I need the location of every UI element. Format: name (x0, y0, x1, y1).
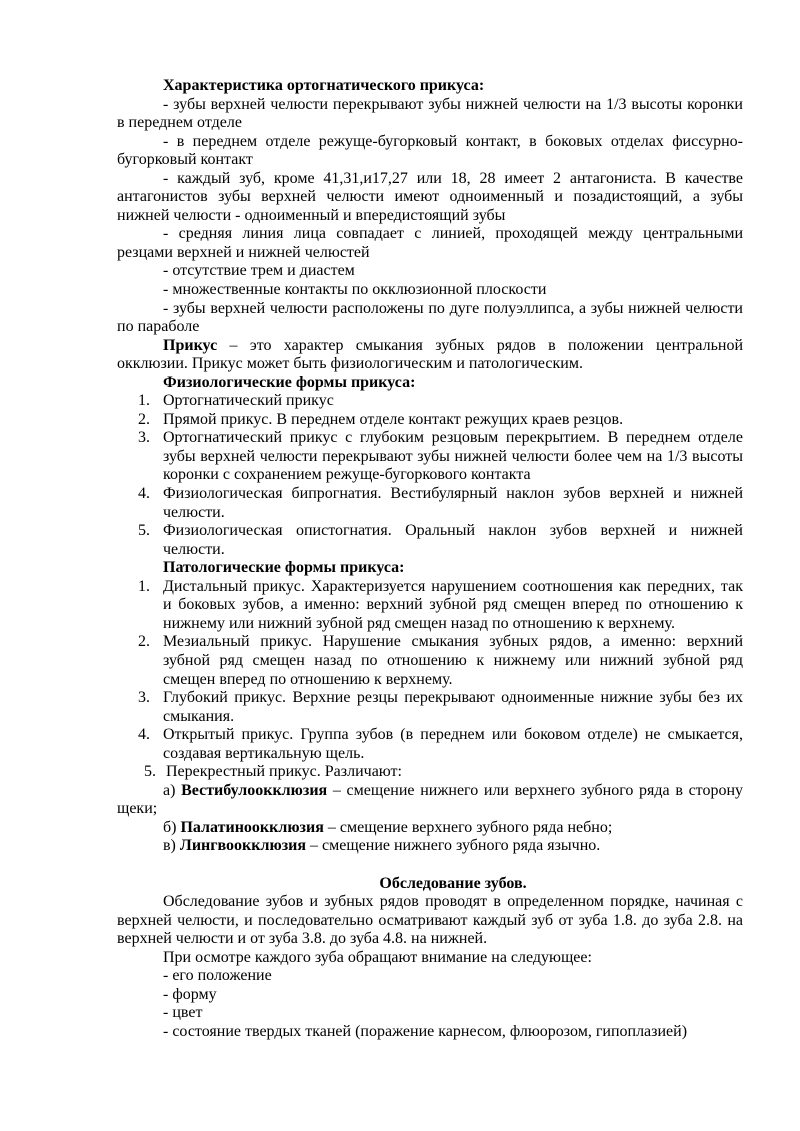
physiological-form-item (117, 392, 743, 411)
list-number: 2. (138, 410, 150, 428)
list-item-text: Прямой прикус. В переднем отделе контакт режущих краев резцов. (163, 410, 624, 428)
list-item-text: челюсти. (163, 540, 225, 558)
list-item-text: и боковых зубов, а именно: верхний зубной ряд смещен вперед по отношению к (163, 596, 743, 614)
section-heading-orthognathic: Характеристика ортогнатического прикуса: (163, 77, 485, 94)
crossbite-text: – смещение нижнего зубного ряда язычно. (310, 837, 601, 855)
feature-line: в переднем отделе (117, 114, 242, 132)
feature-line: - отсутствие трем и диастем (163, 262, 355, 280)
intro-line: верхней челюсти и от зуба 3.8. до зуба 4.8. на нижней. (117, 930, 488, 948)
list-item-text: Физиологическая бипрогнатия. Вестибулярный наклон зубов верхней и нижней (163, 485, 743, 503)
criterion-item: - состояние твердых тканей (поражение карнесом, флюорозом, гипоплазией) (163, 1022, 688, 1040)
pathological-form-item (117, 578, 743, 634)
crossbite-prefix: б) (163, 818, 177, 836)
pathological-form-item (117, 763, 743, 782)
list-item-line (117, 596, 743, 615)
list-item-line (117, 411, 743, 430)
bite-term: Прикус (163, 336, 218, 354)
list-item-line (117, 726, 743, 745)
intro-line: верхней челюсти, и последовательно осматривают каждый зуб от зуба 1.8. до зуба 2.8. на (117, 911, 743, 929)
list-item-text: смыкания. (163, 707, 235, 725)
list-item-line (117, 578, 743, 597)
section-heading-pathological: Патологические формы прикуса: (163, 559, 405, 577)
list-item-text: зубной ряд смещен назад по отношению к нижнему или нижний зубной ряд (163, 651, 743, 669)
list-item-text: коронки с сохранением режуще-бугоркового контакта (163, 466, 531, 484)
list-item-text: Перекрестный прикус. Различают: (166, 763, 402, 781)
crossbite-term: Лингвоокклюзия (179, 837, 306, 855)
list-item-line (117, 671, 743, 690)
list-number: 1. (138, 577, 150, 595)
feature-line: - средняя линия лица совпадает с линией, проходящей между центральными (163, 225, 743, 243)
list-number: 1. (138, 392, 150, 410)
feature-line: по параболе (117, 318, 200, 336)
examination-intro (117, 893, 743, 949)
list-item-text: Мезиальный прикус. Нарушение смыкания зубных рядов, а именно: верхний (163, 633, 743, 651)
crossbite-line (117, 819, 743, 838)
orthognathic-feature (117, 170, 743, 226)
list-item-text: Открытый прикус. Группа зубов (в переднем или боковом отделе) не смыкается, (163, 726, 743, 744)
crossbite-type (117, 782, 743, 819)
list-item-text: Глубокий прикус. Верхние резцы перекрывают одноименные нижние зубы без их (163, 689, 743, 707)
section-heading-physiological: Физиологические формы прикуса: (163, 373, 416, 391)
feature-line: резцами верхней и нижней челюстей (117, 243, 370, 261)
feature-line: - зубы верхней челюсти перекрывают зубы нижней челюсти на 1/3 высоты коронки (163, 95, 743, 113)
list-item-line (117, 708, 743, 727)
crossbite-text: щеки; (117, 800, 158, 818)
list-number: 5. (144, 763, 156, 781)
list-item-line (117, 763, 743, 782)
section-heading-examination: Обследование зубов. (379, 874, 527, 892)
list-number: 2. (138, 633, 150, 651)
list-number: 4. (138, 726, 150, 744)
feature-line: антагонистов зубы верхней челюсти имеют одноименный и позадистоящий, а зубы (117, 188, 743, 206)
feature-line: - зубы верхней челюсти расположены по дуге полуэллипса, а зубы нижней челюсти (163, 299, 743, 317)
physiological-form-item (117, 411, 743, 430)
list-number: 3. (138, 689, 150, 707)
feature-line: - в переднем отделе режуще-бугорковый контакт, в боковых отделах фиссурно- (163, 132, 743, 150)
list-item-line (117, 466, 743, 485)
list-item-line (117, 745, 743, 764)
definition-line (117, 337, 743, 356)
physiological-form-item (117, 522, 743, 559)
list-item-line (117, 615, 743, 634)
definition-text: – это характер смыкания зубных рядов в положении центральной (229, 336, 744, 354)
criterion-item: - цвет (163, 1004, 203, 1022)
crossbite-line (117, 800, 743, 819)
list-item-text: создавая вертикальную щель. (163, 744, 365, 762)
list-item-line (117, 448, 743, 467)
examination-lead: При осмотре каждого зуба обращают внимание на следующее: (163, 948, 592, 966)
pathological-form-item (117, 633, 743, 689)
orthognathic-feature (117, 225, 743, 262)
orthognathic-feature (117, 96, 743, 133)
feature-line: - множественные контакты по окклюзионной плоскости (163, 281, 547, 299)
list-item-text: Дистальный прикус. Характеризуется нарушением соотношения как передних, так (163, 577, 743, 595)
crossbite-text: – смещение нижнего или верхнего зубного ряда в сторону (332, 781, 744, 799)
list-item-text: Ортогнатический прикус (163, 392, 334, 410)
crossbite-term: Вестибулоокклюзия (181, 781, 328, 799)
pathological-form-item (117, 689, 743, 726)
document-page (117, 77, 743, 1041)
pathological-form-item (117, 726, 743, 763)
list-item-line (117, 689, 743, 708)
feature-line: бугорковый контакт (117, 151, 253, 169)
blank-line (117, 856, 743, 875)
orthognathic-feature (117, 300, 743, 337)
criterion-item: - его положение (163, 967, 272, 985)
feature-line: нижней челюсти - одноименный и впередистоящий зубы (117, 206, 506, 224)
orthognathic-feature (117, 133, 743, 170)
list-item-line (117, 504, 743, 523)
definition-line: окклюзии. Прикус может быть физиологическим и патологическим. (117, 355, 583, 373)
feature-line: - каждый зуб, кроме 41,31,и17,27 или 18, 28 имеет 2 антагониста. В качестве (163, 169, 743, 187)
list-number: 4. (138, 485, 150, 503)
list-item-line (117, 392, 743, 411)
list-item-text: нижнему или нижний зубной ряд смещен назад по отношению к верхнему. (163, 614, 675, 632)
list-item-line (117, 541, 743, 560)
intro-line: Обследование зубов и зубных рядов проводят в определенном порядке, начиная с (163, 893, 743, 911)
criterion-item: - форму (163, 985, 217, 1003)
list-number: 5. (138, 522, 150, 540)
list-item-line (117, 485, 743, 504)
crossbite-term: Палатиноокклюзия (180, 818, 324, 836)
list-item-line (117, 652, 743, 671)
crossbite-type (117, 819, 743, 838)
physiological-form-item (117, 429, 743, 485)
crossbite-line (117, 782, 743, 801)
list-item-text: челюсти. (163, 503, 225, 521)
crossbite-prefix: в) (163, 837, 176, 855)
orthognathic-feature (117, 281, 743, 300)
list-item-line (117, 429, 743, 448)
list-item-text: зубы верхней челюсти перекрывают зубы нижней челюсти более чем на 1/3 высоты (163, 447, 743, 465)
bite-definition (117, 337, 743, 374)
list-item-text: смещен вперед по отношению к верхнему. (163, 670, 453, 688)
list-item-line (117, 633, 743, 652)
list-item-line (117, 522, 743, 541)
physiological-form-item (117, 485, 743, 522)
examination-criteria (117, 967, 743, 1041)
crossbite-text: – смещение верхнего зубного ряда небно; (327, 818, 613, 836)
crossbite-prefix: а) (163, 781, 176, 799)
orthognathic-feature (117, 262, 743, 281)
list-number: 3. (138, 429, 150, 447)
crossbite-type (117, 837, 743, 856)
list-item-text: Физиологическая опистогнатия. Оральный наклон зубов верхней и нижней (163, 522, 743, 540)
crossbite-line (117, 837, 743, 856)
list-item-text: Ортогнатический прикус с глубоким резцовым перекрытием. В переднем отделе (163, 429, 743, 447)
